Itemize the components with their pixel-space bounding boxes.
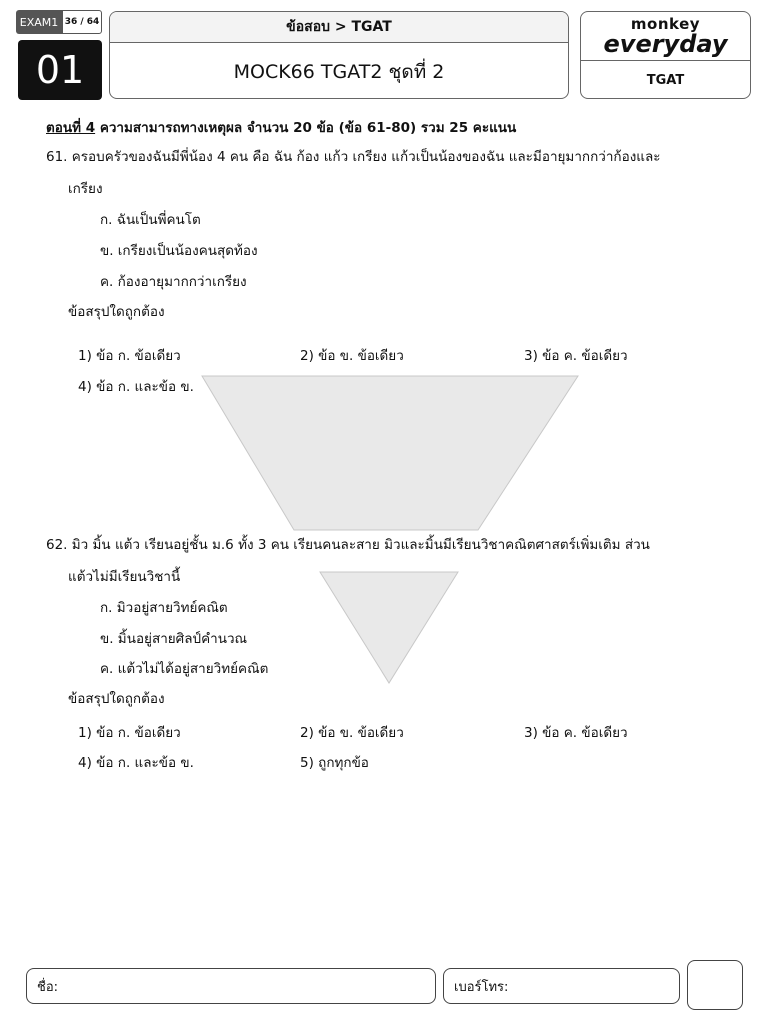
logo-top-text: monkey (630, 14, 701, 33)
question-61-prompt: ข้อสรุปใดถูกต้อง (68, 304, 165, 320)
question-62-choice-5[interactable]: 5) ถูกทุกข้อ (300, 755, 369, 771)
question-61-text-line1: 61. ครอบครัวของฉันมีพี่น้อง 4 คน คือ ฉัน ก้อง แก้ว เกรียง แก้วเป็นน้องของฉัน และมีอายุมากกว่าก้องและ (46, 149, 661, 165)
question-62-prompt: ข้อสรุปใดถูกต้อง (68, 691, 165, 707)
question-61-text-line2: เกรียง (68, 181, 103, 197)
question-62-choice-2[interactable]: 2) ข้อ ข. ข้อเดียว (300, 725, 404, 741)
question-61-statement-c: ค. ก้องอายุมากกว่าเกรียง (100, 274, 247, 290)
question-61-choice-3[interactable]: 3) ข้อ ค. ข้อเดียว (524, 348, 628, 364)
exam-tag: EXAM1 (16, 10, 62, 34)
question-61-choice-4[interactable]: 4) ข้อ ก. และข้อ ข. (78, 379, 194, 395)
phone-field[interactable] (443, 968, 680, 1004)
exam-number: 01 (18, 40, 102, 100)
score-box[interactable] (687, 960, 743, 1010)
phone-label: เบอร์โทร: (454, 979, 509, 995)
question-62-text-line1: 62. มิว มิ้น แต้ว เรียนอยู่ชั้น ม.6 ทั้ง 3 คน เรียนคนละสาย มิวและมิ้นมีเรียนวิชาคณิตศาสตร์เพิ่มเติม ส่วน (46, 537, 650, 553)
watermark-triangle-large (202, 376, 578, 530)
logo-subtitle: TGAT (646, 72, 685, 88)
page-title: MOCK66 TGAT2 ชุดที่ 2 (233, 60, 445, 83)
question-62-text-line2: แต้วไม่มีเรียนวิชานี้ (68, 569, 181, 585)
section-desc: ความสามารถทางเหตุผล จำนวน 20 ข้อ (ข้อ 61-80) รวม 25 คะแนน (99, 120, 517, 136)
question-62-choice-4[interactable]: 4) ข้อ ก. และข้อ ข. (78, 755, 194, 771)
question-61-choice-1[interactable]: 1) ข้อ ก. ข้อเดียว (78, 348, 181, 364)
question-62-choice-1[interactable]: 1) ข้อ ก. ข้อเดียว (78, 725, 181, 741)
page-indicator: 36 / 64 (62, 10, 102, 34)
section-label: ตอนที่ 4 (46, 120, 96, 136)
question-61-statement-b: ข. เกรียงเป็นน้องคนสุดท้อง (100, 243, 258, 259)
question-62-statement-c: ค. แต้วไม่ได้อยู่สายวิทย์คณิต (100, 661, 269, 677)
question-61-statement-a: ก. ฉันเป็นพี่คนโต (100, 212, 201, 228)
name-field[interactable] (26, 968, 436, 1004)
question-62-statement-b: ข. มิ้นอยู่สายศิลป์คำนวณ (100, 631, 248, 647)
question-62-choice-3[interactable]: 3) ข้อ ค. ข้อเดียว (524, 725, 628, 741)
watermark-triangle-small (320, 572, 458, 683)
name-label: ชื่อ: (37, 979, 59, 995)
question-62-statement-a: ก. มิวอยู่สายวิทย์คณิต (100, 600, 228, 616)
question-61-choice-2[interactable]: 2) ข้อ ข. ข้อเดียว (300, 348, 404, 364)
breadcrumb: ข้อสอบ > TGAT (110, 12, 568, 43)
logo-bottom-text: everyday (603, 29, 728, 58)
